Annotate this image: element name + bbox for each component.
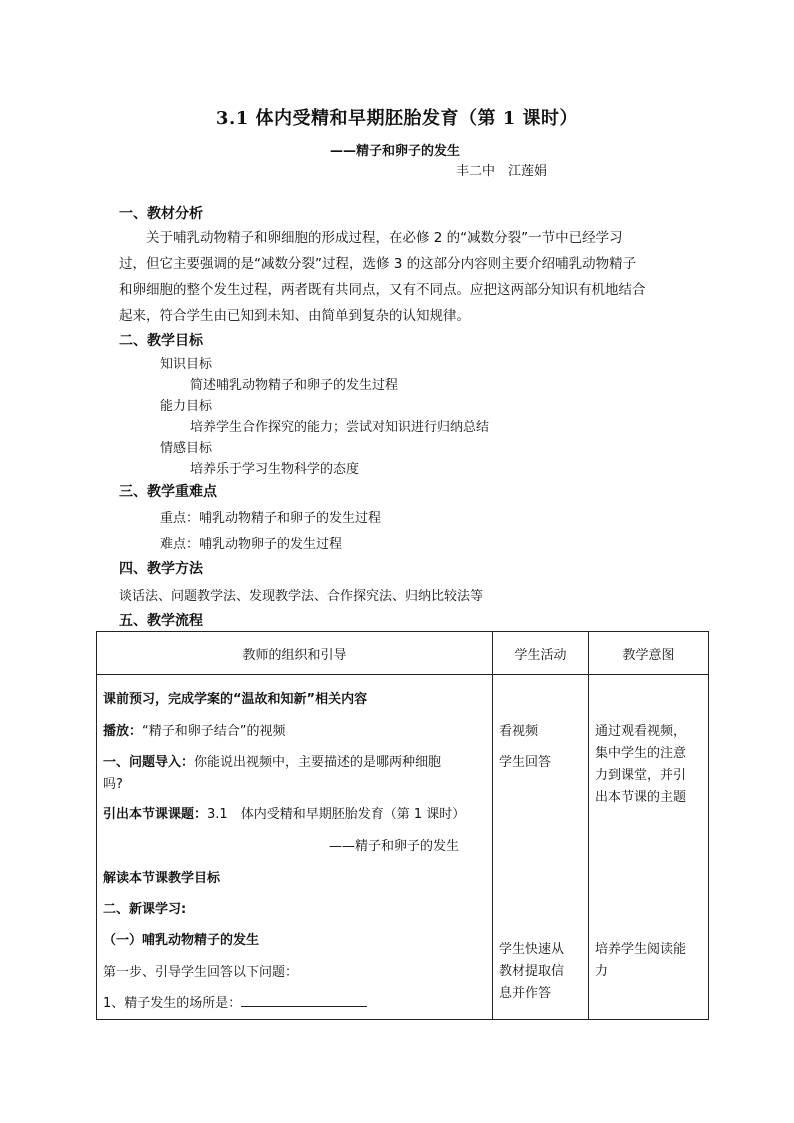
section-heading-flow: 五、教学流程: [119, 613, 203, 629]
question-line: [103, 751, 441, 770]
preview-text: 课前预习，完成学案的“温故和知新”相关内容: [103, 692, 368, 707]
section-heading-methods: 四、教学方法: [119, 561, 203, 577]
question-text-cont: 吗?: [103, 777, 123, 792]
teaching-flow-table: [96, 631, 709, 1020]
play-text: “精子和卵子结合”的视频: [142, 724, 286, 739]
page-title: 3.1 体内受精和早期胚胎发育（第 1 课时）: [215, 108, 579, 129]
intent-text: 力到课堂，并引: [595, 768, 687, 783]
student-activity: 息并作答: [499, 986, 552, 1001]
paragraph-line: 关于哺乳动物精子和卵细胞的形成过程，在必修 2 的“减数分裂”一节中已经学习: [146, 230, 623, 246]
methods-text: 谈话法、问题教学法、发现教学法、合作探究法、归纳比较法等: [119, 589, 484, 604]
section-heading-goals: 二、教学目标: [119, 333, 203, 349]
intent-text: 集中学生的注意: [595, 746, 687, 761]
paragraph-line: 和卵细胞的整个发生过程，两者既有共同点，又有不同点。应把这两部分知识有机地结合: [119, 282, 646, 298]
goal-text-ability: 培养学生合作探究的能力；尝试对知识进行归纳总结: [190, 420, 490, 435]
play-line: [103, 720, 286, 739]
goal-text-knowledge: 简述哺乳动物精子和卵子的发生过程: [190, 378, 399, 393]
intent-text: 力: [595, 964, 609, 979]
table-header-row: [97, 632, 709, 675]
header-teacher: 教师的组织和引导: [97, 632, 493, 675]
student-cell: [493, 675, 589, 1020]
question-one-text: 1、精子发生的场所是：: [103, 996, 242, 1011]
goal-label-knowledge: 知识目标: [160, 357, 213, 372]
intent-text: 出本节课的主题: [595, 790, 687, 805]
section-heading-analysis: 一、教材分析: [119, 206, 203, 222]
goal-label-emotion: 情感目标: [160, 441, 213, 456]
intent-text: 通过观看视频，: [595, 724, 687, 739]
difficult-point: 难点：哺乳动物卵子的发生过程: [160, 537, 343, 552]
paragraph-line: 过，但它主要强调的是“减数分裂”过程，选修 3 的这部分内容则主要介绍哺乳动物精子: [119, 256, 637, 272]
question-one: [103, 992, 367, 1011]
author: 丰二中 江莲娟: [456, 164, 548, 179]
question-text: 你能说出视频中，主要描述的是哪两种细胞: [194, 755, 442, 770]
new-lesson: 二、新课学习:: [103, 902, 187, 917]
intent-text: 培养学生阅读能: [595, 942, 687, 957]
key-point: 重点：哺乳动物精子和卵子的发生过程: [160, 511, 382, 526]
goal-reading: 解读本节课教学目标: [103, 871, 221, 886]
play-label: 播放：: [103, 724, 143, 739]
student-activity: 看视频: [499, 724, 539, 739]
step-one: 第一步、引导学生回答以下问题：: [103, 965, 299, 980]
header-student: 学生活动: [493, 632, 589, 675]
header-intent: 教学意图: [589, 632, 709, 675]
goal-text-emotion: 培养乐于学习生物科学的态度: [190, 462, 360, 477]
intent-cell: [589, 675, 709, 1020]
student-activity: 教材提取信: [499, 964, 565, 979]
student-activity: 学生快速从: [499, 942, 565, 957]
page-subtitle: ——精子和卵子的发生: [330, 144, 461, 159]
intro-subtitle: ——精子和卵子的发生: [329, 839, 460, 854]
subsection-sperm: （一）哺乳动物精子的发生: [103, 933, 260, 948]
intro-text: 3.1 体内受精和早期胚胎发育（第 1 课时）: [207, 807, 466, 822]
intro-line: [103, 803, 465, 822]
section-heading-keypoints: 三、教学重难点: [119, 484, 217, 500]
answer-blank: [241, 994, 367, 1007]
teacher-cell: [97, 675, 493, 1020]
intro-label: 引出本节课课题：: [103, 807, 208, 822]
question-label: 一、问题导入：: [103, 755, 195, 770]
student-activity: 学生回答: [499, 755, 552, 770]
paragraph-line: 起来，符合学生由已知到未知、由简单到复杂的认知规律。: [119, 308, 470, 324]
table-row: [97, 675, 709, 1020]
goal-label-ability: 能力目标: [160, 399, 213, 414]
